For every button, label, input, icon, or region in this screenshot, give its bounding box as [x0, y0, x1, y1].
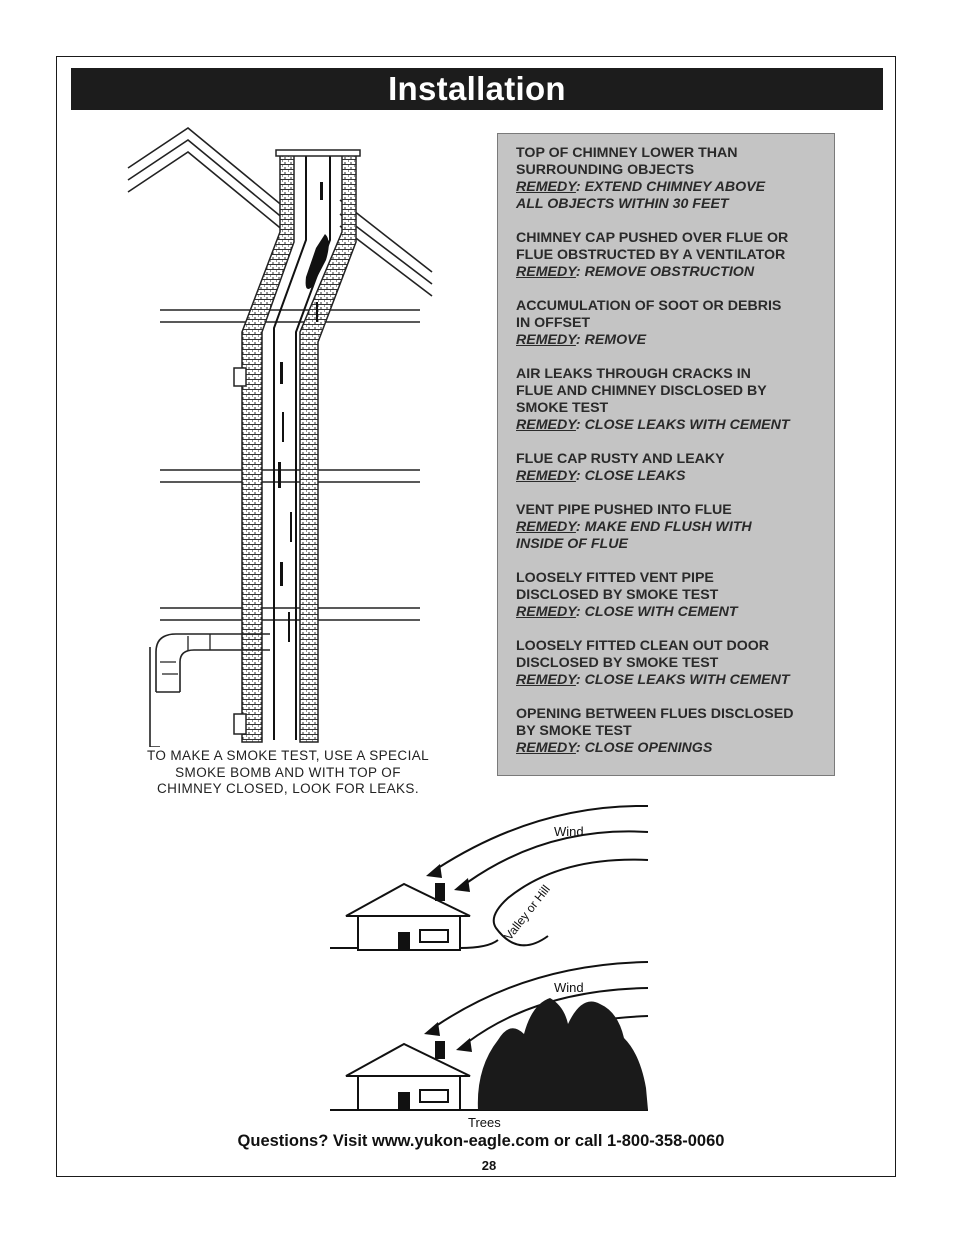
remedy-text: REMOVE OBSTRUCTION — [584, 264, 755, 280]
remedy-label: REMEDY — [516, 332, 576, 348]
trees-label: Trees — [468, 1115, 501, 1130]
remedy-list — [497, 133, 835, 776]
list-item — [516, 366, 824, 434]
chimney-diagram — [120, 122, 480, 747]
list-item — [516, 298, 824, 349]
list-item — [516, 570, 824, 621]
list-item — [516, 502, 824, 553]
remedy-text: MAKE END FLUSH WITH INSIDE OF FLUE — [516, 519, 752, 552]
house-lower — [346, 1042, 470, 1110]
remedy-label: REMEDY — [516, 519, 576, 535]
valley-label: Valley or Hill — [501, 882, 553, 943]
remedy-line: REMEDY: EXTEND CHIMNEY ABOVE ALL OBJECTS WITHIN 30 FEET — [516, 179, 766, 212]
remedy-label: REMEDY — [516, 604, 576, 620]
trees-icon — [478, 998, 648, 1110]
list-item — [516, 706, 824, 757]
remedy-text: CLOSE WITH CEMENT — [584, 604, 738, 620]
problem-text: ACCUMULATION OF SOOT OR DEBRIS IN OFFSET — [516, 298, 782, 331]
remedy-line: REMEDY: CLOSE LEAKS — [516, 468, 686, 484]
wind-label-upper: Wind — [554, 824, 584, 839]
problem-text: OPENING BETWEEN FLUES DISCLOSED BY SMOKE TEST — [516, 706, 794, 739]
chimney-cap — [276, 150, 360, 156]
remedy-line: REMEDY: REMOVE OBSTRUCTION — [516, 264, 755, 280]
remedy-line: REMEDY: CLOSE LEAKS WITH CEMENT — [516, 672, 790, 688]
remedy-text: EXTEND CHIMNEY ABOVE ALL OBJECTS WITHIN 30 FEET — [516, 179, 766, 212]
page-title: Installation — [388, 70, 566, 107]
remedy-line: REMEDY: MAKE END FLUSH WITH INSIDE OF FLUE — [516, 519, 752, 552]
remedy-label: REMEDY — [516, 468, 576, 484]
wind-label-lower: Wind — [554, 980, 584, 995]
clean-out-door — [234, 714, 246, 734]
remedy-line: REMEDY: CLOSE LEAKS WITH CEMENT — [516, 417, 790, 433]
remedy-line: REMEDY: REMOVE — [516, 332, 647, 348]
list-item — [516, 230, 824, 281]
list-item — [516, 638, 824, 689]
remedy-line: REMEDY: CLOSE WITH CEMENT — [516, 604, 738, 620]
page-number: 28 — [481, 1158, 497, 1173]
list-item — [516, 451, 824, 485]
remedy-text: CLOSE LEAKS WITH CEMENT — [584, 417, 790, 433]
problem-text: AIR LEAKS THROUGH CRACKS IN FLUE AND CHIMNEY DISCLOSED BY SMOKE TEST — [516, 366, 767, 416]
remedy-label: REMEDY — [516, 264, 576, 280]
problem-text: VENT PIPE PUSHED INTO FLUE — [516, 502, 732, 518]
house-upper — [346, 884, 470, 950]
title-bar — [71, 68, 883, 110]
smoke-test-caption — [128, 748, 448, 798]
problem-text: TOP OF CHIMNEY LOWER THAN SURROUNDING OBJECTS — [516, 145, 738, 178]
list-item — [516, 145, 824, 213]
problem-text: LOOSELY FITTED VENT PIPE DISCLOSED BY SMOKE TEST — [516, 570, 719, 603]
problem-text: CHIMNEY CAP PUSHED OVER FLUE OR FLUE OBSTRUCTED BY A VENTILATOR — [516, 230, 789, 263]
remedy-text: CLOSE LEAKS WITH CEMENT — [584, 672, 790, 688]
contact-footer: Questions? Visit www.yukon-eagle.com or call 1-800-358-0060 — [237, 1132, 725, 1150]
remedy-label: REMEDY — [516, 740, 576, 756]
problem-text: LOOSELY FITTED CLEAN OUT DOOR DISCLOSED BY SMOKE TEST — [516, 638, 770, 671]
caption-text: TO MAKE A SMOKE TEST, USE A SPECIAL SMOKE BOMB AND WITH TOP OF CHIMNEY CLOSED, LOOK FOR LEAKS. — [146, 748, 430, 796]
remedy-label: REMEDY — [516, 672, 576, 688]
remedy-text: REMOVE — [584, 332, 647, 348]
chimney-wall-left — [242, 152, 294, 742]
wind-diagram — [328, 798, 658, 1132]
remedy-text: CLOSE OPENINGS — [584, 740, 713, 756]
remedy-line: REMEDY: CLOSE OPENINGS — [516, 740, 713, 756]
remedy-label: REMEDY — [516, 417, 576, 433]
remedy-label: REMEDY — [516, 179, 576, 195]
problem-text: FLUE CAP RUSTY AND LEAKY — [516, 451, 725, 467]
remedy-text: CLOSE LEAKS — [584, 468, 686, 484]
